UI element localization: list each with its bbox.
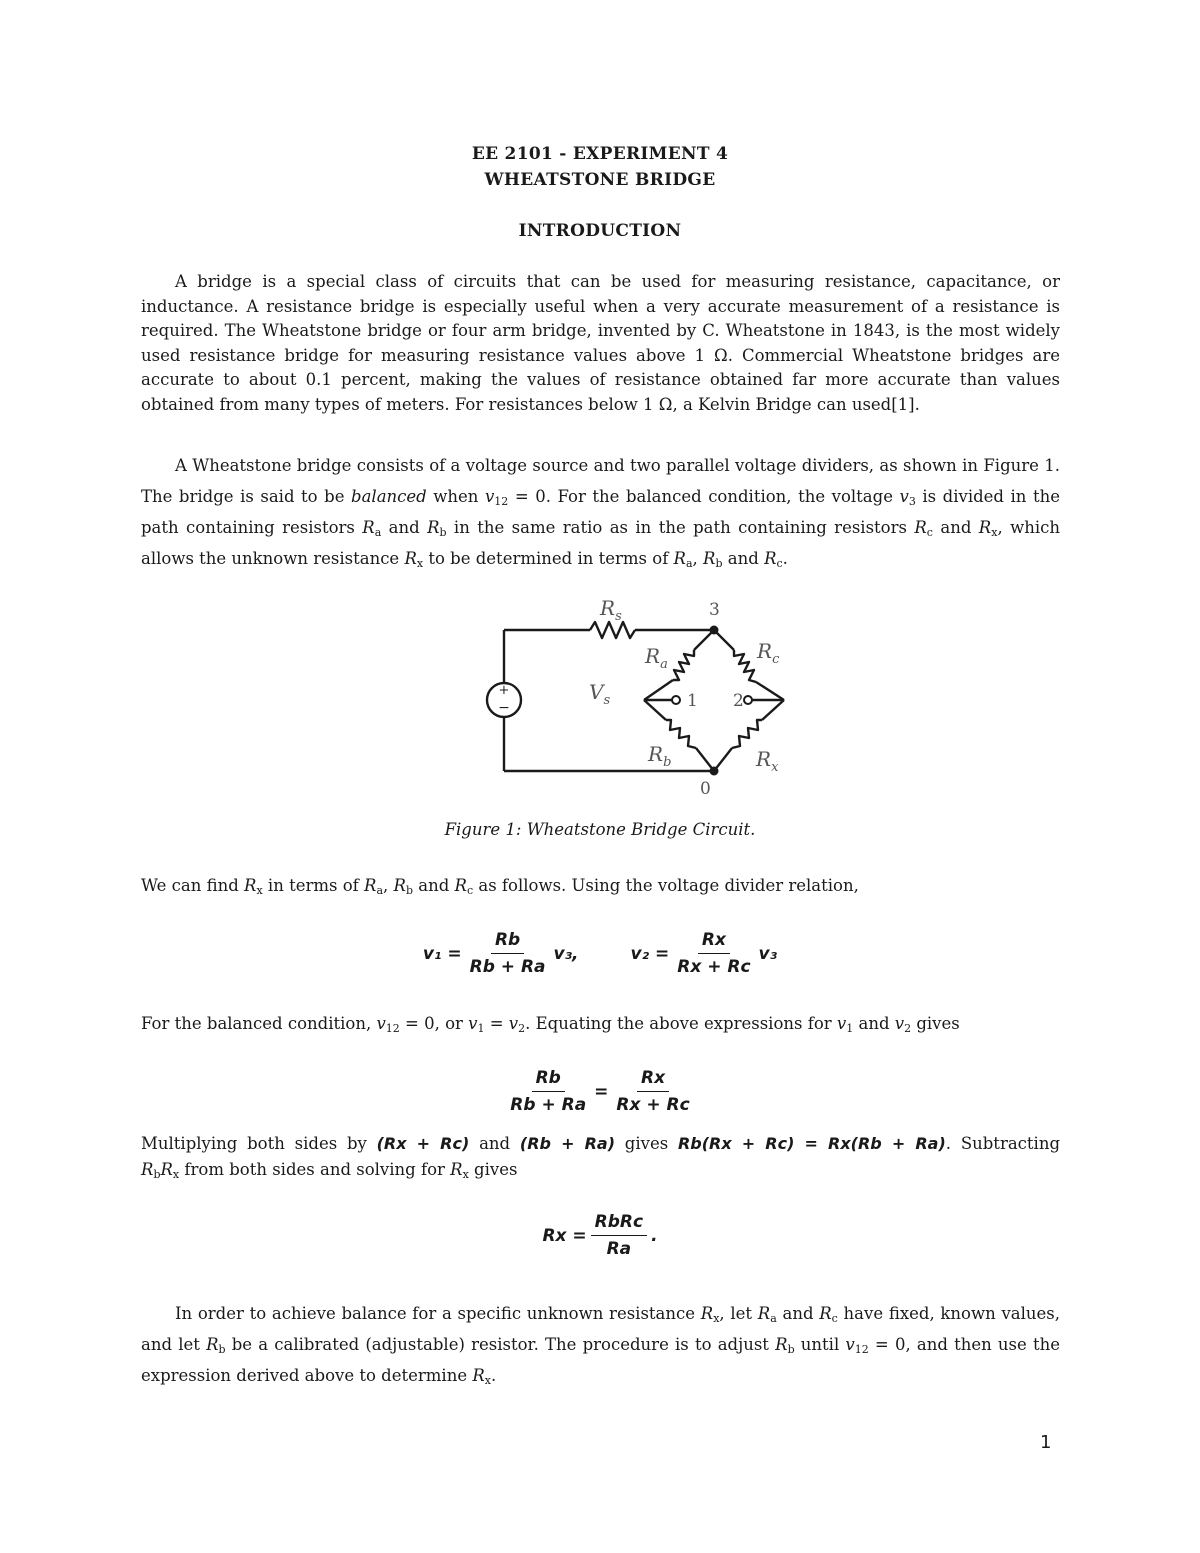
terminal-2 (744, 696, 752, 704)
label-rx: $R_x$ (756, 747, 779, 775)
multiplying-sentence: Multiplying both sides by (Rx + Rc) and (Rb + Ra) gives Rb(Rx + Rc) = Rx(Rb + Ra). Subtracting (141, 1134, 1061, 1153)
label-ra: $R_a$ (645, 644, 668, 672)
ratio-equation: $\frac{Rb}{Rb + Ra}$ = $\frac{Rx}{Rx + Rc}$ (510, 1068, 690, 1115)
label-rs: $R_s$ (600, 596, 622, 624)
node-3-dot (710, 626, 719, 635)
final-rx-equation: Rx = $\frac{\text{RbRc}}{Ra}$ . (542, 1212, 658, 1259)
node-0-dot (710, 767, 719, 776)
resistor-ra-symbol (673, 650, 694, 680)
find-rx-sentence: We can find $R_x$ in terms of $R_a$, $R_b$ and $R_c$ as follows. Using the voltage divider relation, (141, 876, 859, 897)
wheatstone-circuit-diagram (470, 590, 810, 805)
resistor-rc-symbol (734, 650, 756, 682)
document-title: WHEATSTONE BRIDGE (484, 170, 716, 190)
label-node-2: 2 (733, 691, 744, 711)
label-node-0: 0 (700, 779, 711, 799)
figure-caption: Figure 1: Wheatstone Bridge Circuit. (444, 820, 756, 839)
terminal-1 (672, 696, 680, 704)
balanced-condition-sentence: For the balanced condition, $v_{12} = 0$, or $v_1 = v_2$. Equating the above expressions for $v_1$ and $v_2$ gives (141, 1014, 960, 1035)
voltage-divider-equations: v₁ = $\frac{Rb}{Rb + Ra}$ v₃, v₂ = $\frac{Rx}{Rx + Rc}$ v₃ (422, 930, 778, 977)
subtracting-sentence: $R_bR_x$ from both sides and solving for $R_x$ gives (141, 1160, 518, 1181)
intro-paragraph-2: A Wheatstone bridge consists of a voltage source and two parallel voltage dividers, as shown in Figure 1. The bridge is said to be balanced when $v_{12} = 0$. For the balanced condition, the voltage $v_3$ is divided in the path containing resistors $R_a$ and $R_b$ in the same ratio as in the path containing resistors $R_c$ and $R_x$, which allows the unknown resistance $R_x$ to be determined in terms of $R_a$, $R_b$ and $R_c$. (141, 456, 1060, 570)
course-heading: EE 2101 - EXPERIMENT 4 (471, 144, 729, 164)
label-vs: $V_s$ (589, 680, 611, 708)
resistor-rb-symbol (666, 720, 696, 748)
procedure-paragraph: In order to achieve balance for a specific unknown resistance $R_x$, let $R_a$ and $R_c$ have fixed, known values, and let $R_b$ be a calibrated (adjustable) resistor. The procedure is to adjust $R_b$ until $v_{12} = 0$, and then use the expression derived above to determine $R_x$. (141, 1304, 1060, 1387)
intro-paragraph-1: A bridge is a special class of circuits that can be used for measuring resistance, capacitance, or inductance. A resistance bridge is especially useful when a very accurate measurement of a resistance is required. The Wheatstone bridge or four arm bridge, invented by C. Wheatstone in 1843, is the most widely used resistance bridge for measuring resistance values above 1 Ω. Commercial Wheatstone bridges are accurate to about 0.1 percent, making the values of resistance obtained far more accurate than values obtained from many types of meters. For resistances below 1 Ω, a Kelvin Bridge can used[1]. (141, 272, 1060, 414)
resistor-rs-symbol (590, 622, 635, 638)
section-heading: INTRODUCTION (518, 221, 682, 241)
label-node-3: 3 (709, 600, 720, 620)
page-number: 1 (1040, 1432, 1052, 1453)
source-minus-sign: − (498, 700, 510, 716)
label-rc: $R_c$ (757, 639, 780, 667)
resistor-rx-symbol (732, 720, 762, 748)
label-rb: $R_b$ (648, 742, 672, 770)
source-plus-sign: + (498, 683, 510, 698)
label-node-1: 1 (687, 691, 698, 711)
